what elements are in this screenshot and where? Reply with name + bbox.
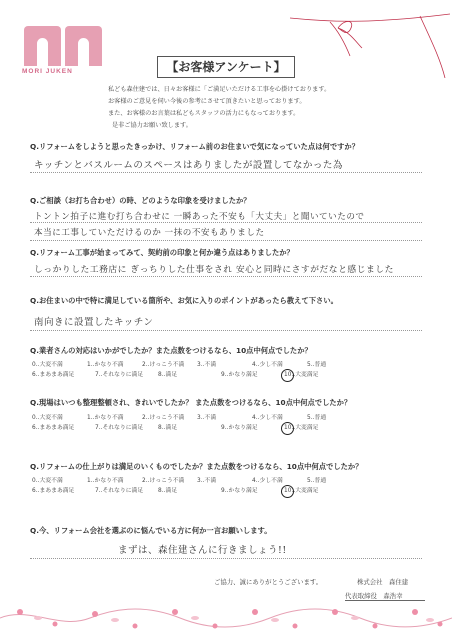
question-5: Q.業者さんの対応はいかがでしたか？また点数をつけるなら、10点中何点でしたか？: [30, 346, 312, 355]
question-4: Q.お住まいの中で特に満足している箇所や、お気に入りのポイントがあったら教えて下さい。: [30, 296, 338, 305]
vine-decoration: [0, 596, 452, 640]
scale-option: 6‥まあまあ満足: [32, 372, 75, 378]
scale-option: 3‥不満: [197, 362, 217, 368]
scale-option: 7‥それなりに満足: [95, 372, 144, 378]
answer-rule: [30, 276, 422, 277]
scale-row: [32, 423, 362, 433]
answer-2-line-1: トントン拍子に進む打ち合わせに 一瞬あった不安も「大丈夫」と聞いていたので: [34, 212, 365, 222]
company-logo: [14, 22, 110, 80]
scale-option: 7‥それなりに満足: [95, 425, 144, 431]
scale-option: 3‥不満: [197, 415, 217, 421]
scale-option-selected: 10‥大変満足: [284, 486, 347, 496]
scale-option-selected: 10‥大変満足: [284, 370, 347, 380]
question-8: Q.今、リフォーム会社を選ぶのに悩んでいる方に何か一言お願いします。: [30, 526, 272, 535]
scale-option: 4‥少し不満: [252, 362, 283, 368]
rating-scale-6: [32, 413, 362, 433]
scale-option: 5‥普通: [307, 478, 327, 484]
question-7: Q.リフォームの仕上がりは満足のいくものでしたか？また点数をつけるなら、10点中何点でしたか？: [30, 462, 363, 471]
scale-option: 8‥満足: [158, 488, 178, 494]
scale-option: 0‥大変不満: [32, 415, 63, 421]
scale-row: [32, 486, 362, 496]
scale-option: 6‥まあまあ満足: [32, 425, 75, 431]
scale-option: 5‥普通: [307, 362, 327, 368]
scale-option: 1‥かなり不満: [87, 415, 124, 421]
logo-mark: [24, 26, 102, 66]
scale-option: 6‥まあまあ満足: [32, 488, 75, 494]
answer-4: 南向きに設置したキッチン: [34, 317, 154, 328]
footer-company: 株式会社 森住建: [357, 578, 409, 586]
scale-row: [32, 360, 362, 370]
scale-option: 8‥満足: [158, 425, 178, 431]
answer-rule: [30, 172, 422, 173]
question-1: Q.リフォームをしようと思ったきっかけ、リフォーム前のお住まいで気になっていた点は何ですか？: [30, 142, 360, 151]
answer-2-line-2: 本当に工事していただけるのか 一抹の不安もありました: [34, 228, 265, 238]
question-3: Q.リフォーム工事が始まってみて、契約前の印象と何か違う点はありましたか？: [30, 248, 294, 257]
scale-option: 0‥大変不満: [32, 478, 63, 484]
scale-row: [32, 370, 362, 380]
rating-scale-7: [32, 476, 362, 496]
intro-text: [108, 84, 408, 132]
scale-option: 5‥普通: [307, 415, 327, 421]
scale-option: 2‥けっこう不満: [142, 478, 185, 484]
scale-option: 2‥けっこう不満: [142, 362, 185, 368]
rating-scale-5: [32, 360, 362, 380]
intro-line: 私ども森住建では、日々お客様に「ご満足いただける工事を心掛けております。: [108, 86, 331, 93]
answer-rule: [30, 330, 422, 331]
scale-option: 1‥かなり不満: [87, 362, 124, 368]
intro-line: また、お客様のお言葉は私どもスタッフの活力にもなっております。: [108, 110, 300, 117]
scale-option: 9‥かなり満足: [221, 488, 258, 494]
scale-option: 1‥かなり不満: [87, 478, 124, 484]
scale-row: [32, 476, 362, 486]
page-title: 【お客様アンケート】: [157, 56, 295, 78]
answer-rule: [30, 558, 422, 559]
scale-option: 9‥かなり満足: [221, 372, 258, 378]
scale-option: 3‥不満: [197, 478, 217, 484]
scale-option: 4‥少し不満: [252, 415, 283, 421]
question-2: Q.ご相談（お打ち合わせ）の時、どのような印象を受けましたか？: [30, 196, 251, 205]
logo-block-right: [65, 26, 102, 66]
logo-text: MORI JUKEN: [22, 68, 73, 75]
answer-rule: [30, 240, 422, 241]
footer-thanks: ご協力、誠にありがとうございます。: [214, 578, 323, 586]
scale-option: 8‥満足: [158, 372, 178, 378]
scale-row: [32, 413, 362, 423]
intro-line: お客様のご意見を伺い今後の参考にさせて頂きたいと思っております。: [108, 98, 306, 105]
footer-ceo: 代表取締役 森浩幸: [345, 592, 403, 600]
scale-option: 0‥大変不満: [32, 362, 63, 368]
answer-8: まずは、森住建さんに行きましょう!!: [118, 545, 287, 556]
question-6: Q.現場はいつも整理整頓され、きれいでしたか？ また点数をつけるなら、10点中何点でしたか？: [30, 398, 352, 407]
scale-option: 7‥それなりに満足: [95, 488, 144, 494]
scale-option: 4‥少し不満: [252, 478, 283, 484]
scale-option-selected: 10‥大変満足: [284, 423, 347, 433]
logo-block-left: [24, 26, 61, 66]
answer-3: しっかりした工務店に ぎっちりした仕事をされ 安心と同時にさすがだなと感じました: [34, 265, 394, 275]
scale-option: 9‥かなり満足: [221, 425, 258, 431]
ribbon-decoration: [290, 8, 450, 78]
answer-1: キッチンとバスルームのスペースはありましたが設置してなかった為: [34, 160, 343, 171]
intro-line: 是非ご協力お願い致します。: [112, 122, 192, 129]
answer-rule: [30, 222, 422, 223]
scale-option: 2‥けっこう不満: [142, 415, 185, 421]
